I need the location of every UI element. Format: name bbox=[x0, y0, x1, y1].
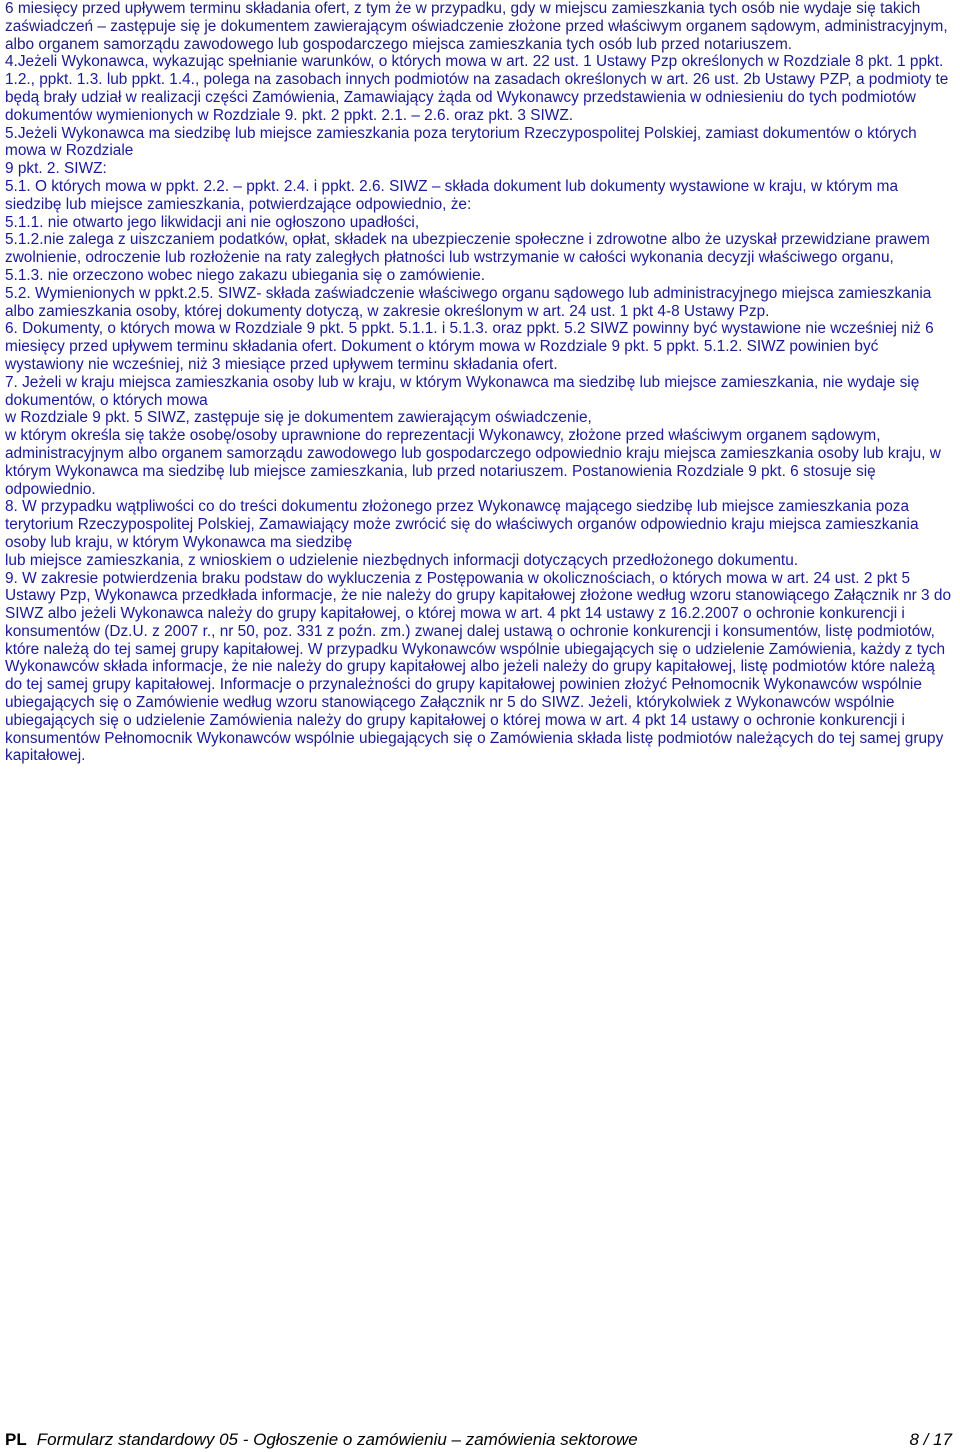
paragraph: w Rozdziale 9 pkt. 5 SIWZ, zastępuje się je dokumentem zawierającym oświadczenie, bbox=[5, 409, 592, 427]
paragraph: 6 miesięcy przed upływem terminu składania ofert, z tym że w przypadku, gdy w miejscu zamieszkania tych osób nie wydaje się takich zaświadczeń – zastępuje się je dokumentem zawierającym oświadczenie złożone przed właściwym organem sądowym, administracyjnym, albo organem samorządu zawodowego lub gospodarczego miejsca zamieszkania tych osób lub przed notariuszem. bbox=[5, 0, 948, 53]
page-footer bbox=[5, 1428, 952, 1452]
paragraph: 5.1.2.nie zalega z uiszczaniem podatków, opłat, składek na ubezpieczenie społeczne i zdrowotne albo że uzyskał przewidziane prawem zwolnienie, odroczenie lub rozłożenie na raty zaległych płatności lub wstrzymanie w całości wykonania decyzji właściwego organu, bbox=[5, 231, 930, 267]
language-code: PL bbox=[5, 1430, 27, 1449]
paragraph: 7. Jeżeli w kraju miejsca zamieszkania osoby lub w kraju, w którym Wykonawca ma siedzibę lub miejsce zamieszkania, nie wydaje się dokumentów, o których mowa bbox=[5, 373, 920, 409]
paragraph: 5.Jeżeli Wykonawca ma siedzibę lub miejsce zamieszkania poza terytorium Rzeczypospolitej Polskiej, zamiast dokumentów o których mowa w Rozdziale bbox=[5, 124, 917, 160]
paragraph: 5.1.3. nie orzeczono wobec niego zakazu ubiegania się o zamówienie. bbox=[5, 266, 485, 284]
paragraph: 6. Dokumenty, o których mowa w Rozdziale 9 pkt. 5 ppkt. 5.1.1. i 5.1.3. oraz ppkt. 5.2 SIWZ powinny być wystawione nie wcześniej niż 6 miesięcy przed upływem terminu składania ofert. Dokument o którym mowa w Rozdziale 9 pkt. 5 ppkt. 5.1.2. SIWZ powinien być wystawiony nie wcześniej, niż 3 miesiące przed upływem terminu składania ofert. bbox=[5, 320, 934, 373]
paragraph: w którym określa się także osobę/osoby uprawnione do reprezentacji Wykonawcy, złożone przed właściwym organem sądowym, administracyjnym albo organem samorządu zawodowego lub gospodarczego odpowiednio kraju miejsca zamieszkania osoby lub kraju, w którym Wykonawca ma siedzibę lub miejsce zamieszkania, lub przed notariuszem. Postanowienia Rozdziale 9 pkt. 6 stosuje się odpowiednio. bbox=[5, 427, 941, 498]
paragraph: 4.Jeżeli Wykonawca, wykazując spełnianie warunków, o których mowa w art. 22 ust. 1 Ustawy Pzp określonych w Rozdziale 8 pkt. 1 ppkt. 1.2., ppkt. 1.3. lub ppkt. 1.4., polega na zasobach innych podmiotów na zasadach określonych w art. 26 ust. 2b Ustawy PZP, a podmioty te będą brały udział w realizacji części Zamówienia, Zamawiający żąda od Wykonawcy przedstawienia w odniesieniu do tych podmiotów dokumentów wymienionych w Rozdziale 9. pkt. 2 ppkt. 2.1. – 2.6. oraz pkt. 3 SIWZ. bbox=[5, 53, 949, 124]
form-title: Formularz standardowy 05 - Ogłoszenie o zamówieniu – zamówienia sektorowe bbox=[36, 1430, 638, 1449]
footer-left bbox=[5, 1430, 638, 1450]
paragraph: 8. W przypadku wątpliwości co do treści dokumentu złożonego przez Wykonawcę mającego siedzibę lub miejsce zamieszkania poza terytorium Rzeczypospolitej Polskiej, Zamawiający może zwrócić się do właściwych organów odpowiednio kraju miejsca zamieszkania osoby lub kraju, w którym Wykonawca ma siedzibę bbox=[5, 498, 919, 551]
paragraph: 9. W zakresie potwierdzenia braku podstaw do wykluczenia z Postępowania w okolicznościach, o których mowa w art. 24 ust. 2 pkt 5 Ustawy Pzp, Wykonawca przedkłada informacje, że nie należy do grupy kapitałowej złożone według wzoru stanowiącego Załącznik nr 3 do SIWZ albo jeżeli Wykonawca należy do grupy kapitałowej, o której mowa w art. 4 pkt 14 ustawy z 16.2.2007 o ochronie konkurencji i konsumentów (Dz.U. z 2007 r., nr 50, poz. 331 z poźn. zm.) zwanej dalej ustawą o ochronie konkurencji i konsumentów, listę podmiotów, które należą do tej samej grupy kapitałowej. W przypadku Wykonawców wspólnie ubiegających się o udzielenie Zamówienia, każdy z tych Wykonawców składa informacje, że nie należy do grupy kapitałowej albo jeżeli należy do grupy kapitałowej, listę podmiotów które należą do tej samej grupy kapitałowej. Informacje o przynależności do grupy kapitałowej powinien złożyć Pełnomocnik Wykonawców wspólnie ubiegających się o Zamówienie według wzoru stanowiącego Załącznik nr 5 do SIWZ. Jeżeli, którykolwiek z Wykonawców wspólnie ubiegających się o udzielenie Zamówienia należy do grupy kapitałowej o której mowa w art. 4 pkt 14 ustawy o ochronie konkurencji i konsumentów Pełnomocnik Wykonawców wspólnie ubiegających się o Zamówienia składa listę podmiotów należących do tej samej grupy kapitałowej. bbox=[5, 569, 952, 765]
paragraph: 9 pkt. 2. SIWZ: bbox=[5, 160, 107, 178]
paragraph: lub miejsce zamieszkania, z wnioskiem o udzielenie niezbędnych informacji dotyczących przedłożonego dokumentu. bbox=[5, 551, 799, 569]
page-number: 8 / 17 bbox=[909, 1430, 952, 1449]
document-body bbox=[5, 0, 955, 765]
paragraph: 5.1. O których mowa w ppkt. 2.2. – ppkt. 2.4. i ppkt. 2.6. SIWZ – składa dokument lub dokumenty wystawione w kraju, w którym ma siedzibę lub miejsce zamieszkania, potwierdzające odpowiednio, że: bbox=[5, 177, 899, 213]
paragraph: 5.1.1. nie otwarto jego likwidacji ani nie ogłoszono upadłości, bbox=[5, 213, 420, 231]
paragraph: 5.2. Wymienionych w ppkt.2.5. SIWZ- składa zaświadczenie właściwego organu sądowego lub administracyjnego miejsca zamieszkania albo zamieszkania osoby, której dokumenty dotyczą, w zakresie określonym w art. 24 ust. 1 pkt 4-8 Ustawy Pzp. bbox=[5, 284, 932, 320]
